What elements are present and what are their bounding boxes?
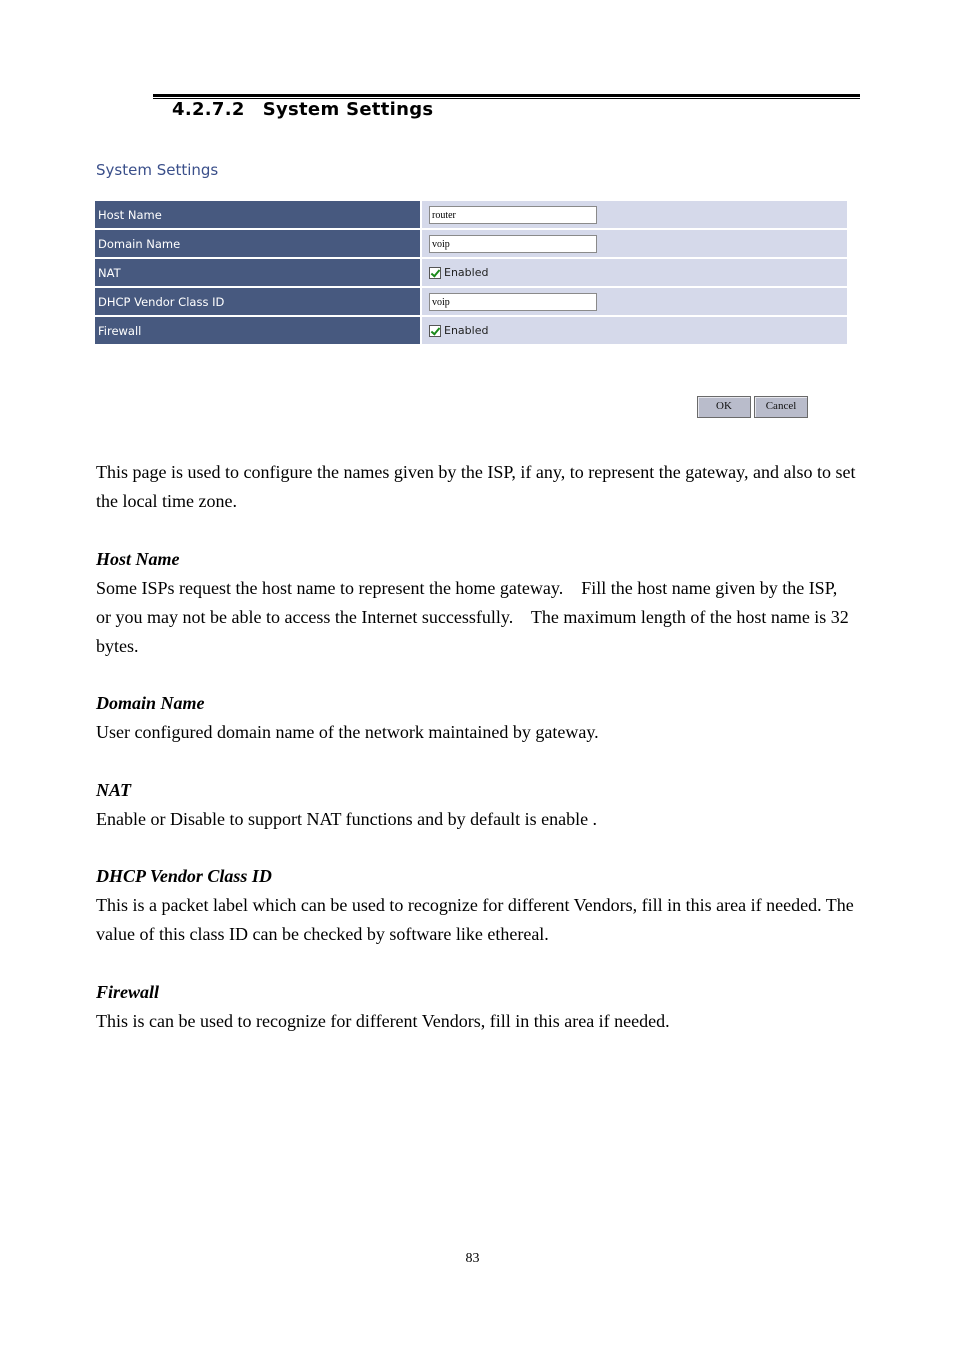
host-name-input[interactable] bbox=[429, 206, 597, 224]
settings-table bbox=[95, 201, 847, 346]
firewall-section bbox=[96, 978, 856, 1036]
nat-label: NAT bbox=[95, 259, 422, 288]
section-heading bbox=[172, 99, 433, 120]
section-title: System Settings bbox=[262, 99, 434, 120]
row-host-name bbox=[95, 201, 847, 230]
host-name-term: Host Name bbox=[96, 549, 180, 569]
intro-paragraph: This page is used to configure the names given by the ISP, if any, to represent the gateway, and also to set the local time zone. bbox=[96, 462, 856, 511]
domain-name-description: User configured domain name of the network maintained by gateway. bbox=[96, 722, 599, 742]
page-number: 83 bbox=[465, 1251, 480, 1266]
row-firewall bbox=[95, 317, 847, 346]
panel-title: System Settings bbox=[96, 161, 219, 179]
nat-term: NAT bbox=[96, 780, 132, 800]
domain-name-section bbox=[96, 689, 856, 747]
firewall-label: Firewall bbox=[95, 317, 422, 346]
domain-name-term: Domain Name bbox=[96, 693, 205, 713]
nat-section bbox=[96, 776, 856, 834]
host-name-cell bbox=[422, 201, 847, 230]
section-number: 4.2.7.2 bbox=[172, 99, 245, 120]
nat-description: Enable or Disable to support NAT functions and by default is enable . bbox=[96, 809, 598, 829]
nat-cell bbox=[422, 259, 847, 288]
heading-rule bbox=[153, 94, 860, 97]
dhcp-vendor-class-id-description: This is a packet label which can be used to recognize for different Vendors, fill in this area if needed. The value of this class ID can be checked by software like ethereal. bbox=[96, 895, 854, 944]
firewall-enabled-label: Enabled bbox=[444, 324, 489, 337]
domain-name-cell bbox=[422, 230, 847, 259]
firewall-cell bbox=[422, 317, 847, 346]
host-name-label: Host Name bbox=[95, 201, 422, 230]
cancel-button[interactable]: Cancel bbox=[754, 396, 808, 418]
domain-name-label: Domain Name bbox=[95, 230, 422, 259]
firewall-checkbox[interactable] bbox=[429, 325, 441, 337]
ok-button[interactable]: OK bbox=[697, 396, 751, 418]
row-domain-name bbox=[95, 230, 847, 259]
firewall-toggle[interactable] bbox=[429, 324, 847, 337]
firewall-description: This is can be used to recognize for different Vendors, fill in this area if needed. bbox=[96, 1011, 670, 1031]
dhcp-vendor-class-id-label: DHCP Vendor Class ID bbox=[95, 288, 422, 317]
row-nat bbox=[95, 259, 847, 288]
dhcp-vendor-class-id-cell bbox=[422, 288, 847, 317]
dhcp-vendor-class-id-term: DHCP Vendor Class ID bbox=[96, 866, 272, 886]
row-dhcp-vendor-class-id bbox=[95, 288, 847, 317]
nat-checkbox[interactable] bbox=[429, 267, 441, 279]
domain-name-input[interactable] bbox=[429, 235, 597, 253]
nat-toggle[interactable] bbox=[429, 266, 847, 279]
dhcp-vendor-class-id-section bbox=[96, 862, 856, 949]
host-name-description: Some ISPs request the host name to represent the home gateway. Fill the host name given by the ISP, or you may not be able to access the Internet successfully. The maximum length of the host name is 32 bytes. bbox=[96, 578, 854, 656]
nat-enabled-label: Enabled bbox=[444, 266, 489, 279]
dhcp-vendor-class-id-input[interactable] bbox=[429, 293, 597, 311]
firewall-term: Firewall bbox=[96, 982, 160, 1002]
host-name-section bbox=[96, 545, 856, 661]
